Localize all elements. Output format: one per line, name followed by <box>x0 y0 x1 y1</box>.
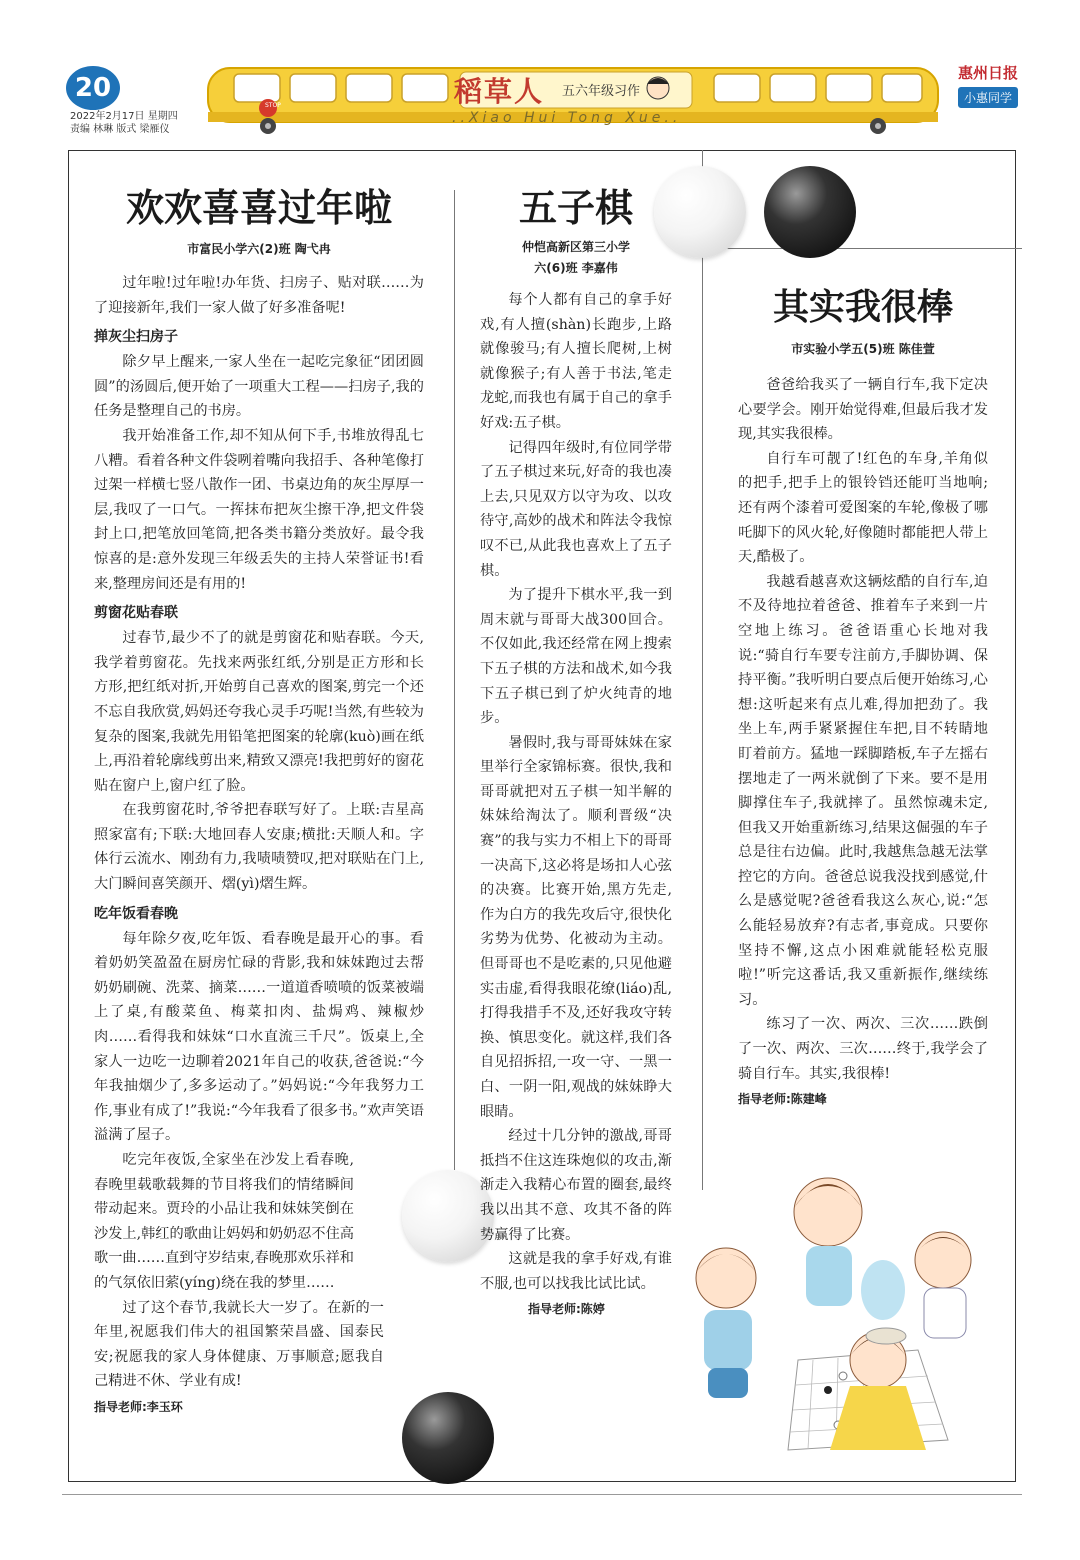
column-divider-horizontal <box>702 248 1022 249</box>
article-gomoku <box>480 180 672 1317</box>
paragraph: 练习了一次、两次、三次……跌倒了一次、两次、三次……终于,我学会了骑自行车。其实,我很棒! <box>738 1016 988 1082</box>
editor-credits: 责编 林琳 版式 梁雁仪 <box>70 124 170 135</box>
article-bicycle <box>738 282 988 1107</box>
section-heading: 吃年饭看春晚 <box>94 905 178 922</box>
article-body <box>480 288 672 1296</box>
paragraph: 为了提升下棋水平,我一到周末就与哥哥大战300回合。不仅如此,我还经常在网上搜索下五子棋的方法和战术,如今我下五子棋已到了炉火纯青的地步。 <box>480 587 672 727</box>
black-stone-icon <box>764 166 856 258</box>
page-number: 20 <box>66 66 120 110</box>
paragraph: 经过十几分钟的激战,哥哥抵挡不住这连珠炮似的攻击,渐渐走入我精心布置的圈套,最终我以出其不意、攻其不备的阵势赢得了比赛。 <box>480 1128 672 1243</box>
paragraph: 在我剪窗花时,爷爷把春联写好了。上联:吉星高照家富有;下联:大地回春人安康;横批:天顺人和。字体行云流水、刚劲有力,我啧啧赞叹,把对联贴在门上,大门瞬间喜笑颜开、熠(yì)熠生辉。 <box>94 802 424 893</box>
article-byline-class: 六(6)班 李嘉伟 <box>534 261 618 275</box>
teacher-credit: 指导老师:陈婷 <box>528 1302 605 1317</box>
publish-date: 2022年2月17日 星期四 <box>70 111 178 122</box>
article-byline: 市实验小学五(5)班 陈佳萱 <box>791 342 935 356</box>
newspaper-brand <box>954 62 1022 108</box>
brand-column-name: 小惠同学 <box>958 87 1018 108</box>
article-byline: 市富民小学六(2)班 陶弋冉 <box>187 242 331 256</box>
page-header <box>62 60 1022 142</box>
date-line <box>70 110 178 136</box>
children-playing-gomoku-illustration <box>678 1150 1008 1472</box>
article-title: 其实我很棒 <box>772 287 953 328</box>
paragraph: 每个人都有自己的拿手好戏,有人擅(shàn)长跑步,上路就像骏马;有人擅长爬树,上树就像猴子;有人善于书法,笔走龙蛇,而我也有属于自己的拿手好戏:五子棋。 <box>480 292 672 431</box>
section-title: 稻草人 <box>454 75 545 108</box>
section-heading: 掸灰尘扫房子 <box>94 329 178 346</box>
paragraph: 我开始准备工作,却不知从何下手,书堆放得乱七八糟。看着各种文件袋咧着嘴向我招手、各种笔像打过架一样横七竖八散作一团、书桌边角的灰尘厚厚一层,我叹了一口气。一挥抹布把灰尘擦干净,把文件袋封上口,把笔放回笔筒,把各类书籍分类放好。最令我惊喜的是:意外发现三年级丢失的主持人荣誉证书!看来,整理房间还是有用的! <box>94 427 424 592</box>
section-subtitle: 五六年级习作 <box>562 84 641 99</box>
paragraph: 暑假时,我与哥哥妹妹在家里举行全家锦标赛。很快,我和哥哥就把对五子棋一知半解的妹妹给淘汰了。顺利晋级“决赛”的我与实力不相上下的哥哥一决高下,这必将是场扣人心弦的决赛。比赛开始,黑方先走,作为白方的我先攻后守,很快化劣势为优势、化被动为主动。但哥哥也不是吃素的,只见他避实击虚,看得我眼花缭(liáo)乱,打得我措手不及,还好我攻守转换、慎思变化。就这样,我们各自见招拆招,一攻一守、一黑一白、一阴一阳,观战的妹妹睁大眼睛。 <box>480 734 672 1120</box>
section-pinyin: ..Xiao Hui Tong Xue.. <box>452 110 682 126</box>
stop-sign-label: STOP <box>265 102 281 109</box>
article-title: 欢欢喜喜过年啦 <box>125 186 392 230</box>
article-title: 五子棋 <box>518 186 633 230</box>
paragraph: 爸爸给我买了一辆自行车,我下定决心要学会。刚开始觉得难,但最后我才发现,其实我很棒。 <box>738 377 988 443</box>
section-heading: 剪窗花贴春联 <box>94 605 178 622</box>
paragraph: 过春节,最少不了的就是剪窗花和贴春联。今天,我学着剪窗花。先找来两张红纸,分别是正方形和长方形,把红纸对折,开始剪自己喜欢的图案,剪完一个还不忘自我欣赏,妈妈还夸我心灵手巧呢!当然,有些较为复杂的图案,我就先用铅笔把图案的轮廓(kuò)画在纸上,再沿着轮廓线剪出来,精致又漂亮!我把剪好的窗花贴在窗户上,窗户红了脸。 <box>94 630 424 794</box>
paragraph: 每年除夕夜,吃年饭、看春晚是最开心的事。看着奶奶笑盈盈在厨房忙碌的背影,我和妹妹跑过去帮奶奶刷碗、洗菜、摘菜……一道道香喷喷的饭菜被端上了桌,有酸菜鱼、梅菜扣肉、盐焗鸡、辣椒炒肉……看得我和妹妹“口水直流三千尺”。饭桌上,全家人一边吃一边聊着2021年自己的收获,爸爸说:“今年我抽烟少了,多多运动了。”妈妈说:“今年我努力工作,事业有成了!”我说:“今年我看了很多书。”欢声笑语溢满了屋子。 <box>94 930 424 1144</box>
article-new-year <box>94 180 424 1415</box>
page-bottom-rule <box>62 1494 1022 1495</box>
paragraph: 记得四年级时,有位同学带了五子棋过来玩,好奇的我也凑上去,只见双方以守为攻、以攻待守,高妙的战术和阵法令我惊叹不已,从此我也喜欢上了五子棋。 <box>480 439 672 579</box>
teacher-credit: 指导老师:陈建峰 <box>738 1092 827 1107</box>
paragraph: 除夕早上醒来,一家人坐在一起吃完象征“团团圆圆”的汤圆后,便开始了一项重大工程——扫房子,我的任务是整理自己的书房。 <box>94 354 424 420</box>
column-divider-1 <box>454 190 455 1170</box>
article-byline-school: 仲恺高新区第三小学 <box>521 240 630 254</box>
brand-logo-text: 惠州日报 <box>957 64 1018 82</box>
paragraph: 自行车可靓了!红色的车身,羊角似的把手,把手上的银铃铛还能叮当地响;还有两个漆着可爱图案的车轮,像极了哪吒脚下的风火轮,好像随时都能把人带上天,酷极了。 <box>738 450 988 566</box>
article-intro: 过年啦!过年啦!办年货、扫房子、贴对联……为了迎接新年,我们一家人做了好多准备呢! <box>94 275 424 316</box>
paragraph: 过了这个春节,我就长大一岁了。在新的一年里,祝愿我们伟大的祖国繁荣昌盛、国泰民安;祝愿我的家人身体健康、万事顺意;愿我自己精进不休、学业有成! <box>94 1299 384 1390</box>
paragraph: 我越看越喜欢这辆炫酷的自行车,迫不及待地拉着爸爸、推着车子来到一片空地上练习。爸爸语重心长地对我说:“骑自行车要专注前方,手脚协调、保持平衡。”我听明白要点后便开始练习,心想:这听起来有点儿难,得加把劲了。我坐上车,两手紧紧握住车把,目不转睛地盯着前方。猛地一踩脚踏板,车子左摇右摆地走了一两米就倒了下来。要不是用脚撑住车子,我就摔了。虽然惊魂未定,但我又开始重新练习,结果这倔强的车子总是往右边偏。此时,我越焦急越无法掌控它的方向。爸爸总说我没找到感觉,什么是感觉呢?爸爸看我这么灰心,说:“怎么能轻易放弃?有志者,事竟成。只要你坚持不懈,这点小困难就能轻松克服啦!”听完这番话,我又重新振作,继续练习。 <box>738 573 988 1008</box>
teacher-credit: 指导老师:李玉环 <box>94 1399 183 1414</box>
article-body <box>738 373 988 1086</box>
paragraph: 这就是我的拿手好戏,有谁不服,也可以找我比试比试。 <box>480 1251 672 1292</box>
paragraph: 吃完年夜饭,全家坐在沙发上看春晚,春晚里载歌载舞的节目将我们的情绪瞬间带动起来。贾玲的小品让我和妹妹笑倒在沙发上,韩红的歌曲让妈妈和奶奶忍不住高歌一曲……直到守岁结束,春晚那欢乐祥和的气氛依旧萦(yíng)绕在我的梦里…… <box>94 1152 354 1291</box>
column-divider-2 <box>702 150 703 1190</box>
article-body <box>94 271 424 1394</box>
